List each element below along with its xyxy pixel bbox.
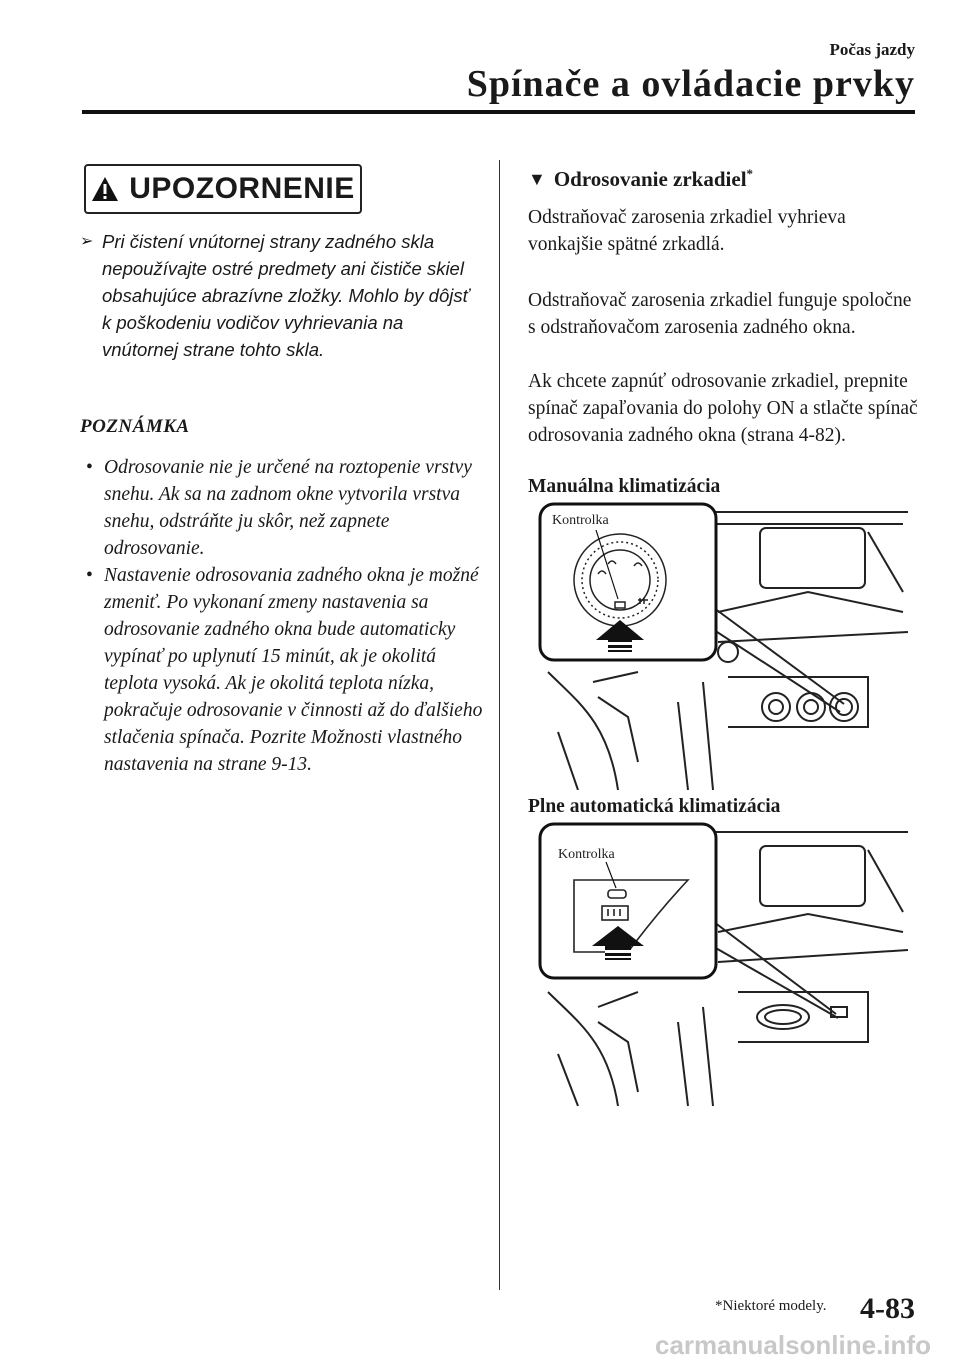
warning-text	[80, 228, 480, 363]
note-list	[84, 454, 484, 778]
note-item	[84, 454, 484, 562]
section-heading	[528, 166, 753, 192]
paragraph: Ak chcete zapnúť odrosovanie zrkadiel, prepnite spínač zapaľovania do polohy ON a stlačte spínač odrosovania zadného okna (strana 4-82).	[528, 371, 918, 446]
running-header-section: Počas jazdy	[829, 40, 915, 59]
warning-title: UPOZORNENIE	[129, 172, 355, 205]
warning-body: Pri čistení vnútornej strany zadného skla nepoužívajte ostré predmety ani čističe skiel obsahujúce abrazívne zložky. Mohlo by dôjsť k poškodeniu vodičov vyhrievania na vnútornej strane tohto skla.	[102, 231, 470, 360]
warning-box	[84, 164, 362, 214]
arrow-bullet-icon: ➢	[80, 233, 94, 250]
paragraph: Odstraňovač zarosenia zrkadiel funguje spoločne s odstraňovačom zarosenia zadného okna.	[528, 290, 912, 338]
footnote: *Niektoré modely.	[715, 1298, 827, 1314]
page-title: Spínače a ovládacie prvky	[466, 63, 915, 105]
note-item-text: Nastavenie odrosovania zadného okna je možné zmeniť. Po vykonaní zmeny nastavenia sa odrosovanie zadného okna bude automaticky vypínať po uplynutí 15 minút, ak je okolitá teplota vysoká. Ak je okolitá teplota nízka, pokračuje odrosovanie v činnosti až do ďalšieho stlačenia spínača. Pozrite Možnosti vlastného nastavenia na strane 9-13.	[104, 565, 483, 775]
subheading-auto: Plne automatická klimatizácia	[528, 796, 781, 817]
header-rule	[82, 110, 915, 114]
page-number: 4-83	[860, 1292, 915, 1325]
watermark: carmanualsonline.info	[655, 1330, 931, 1360]
section-heading-text: Odrosovanie zrkadiel	[553, 167, 747, 191]
column-divider	[499, 160, 500, 1290]
heading-asterisk: *	[746, 166, 754, 181]
bullet-icon: •	[86, 565, 93, 586]
auto-climate-illustration	[538, 822, 910, 1106]
indicator-label: Kontrolka	[552, 513, 609, 528]
paragraph: Odstraňovač zarosenia zrkadiel vyhrieva vonkajšie spätné zrkadlá.	[528, 207, 846, 255]
note-item-text: Odrosovanie nie je určené na roztopenie vrstvy snehu. Ak sa na zadnom okne vytvorila vrstva snehu, odstráňte ju skôr, než zapnete odrosovanie.	[104, 457, 472, 559]
note-title: POZNÁMKA	[80, 416, 190, 437]
bullet-icon: •	[86, 457, 93, 478]
triangle-down-icon: ▼	[528, 168, 546, 189]
note-item	[84, 562, 484, 778]
subheading-manual: Manuálna klimatizácia	[528, 476, 721, 497]
manual-climate-illustration	[538, 502, 910, 790]
indicator-label: Kontrolka	[558, 847, 615, 862]
warning-triangle-icon	[91, 176, 119, 202]
